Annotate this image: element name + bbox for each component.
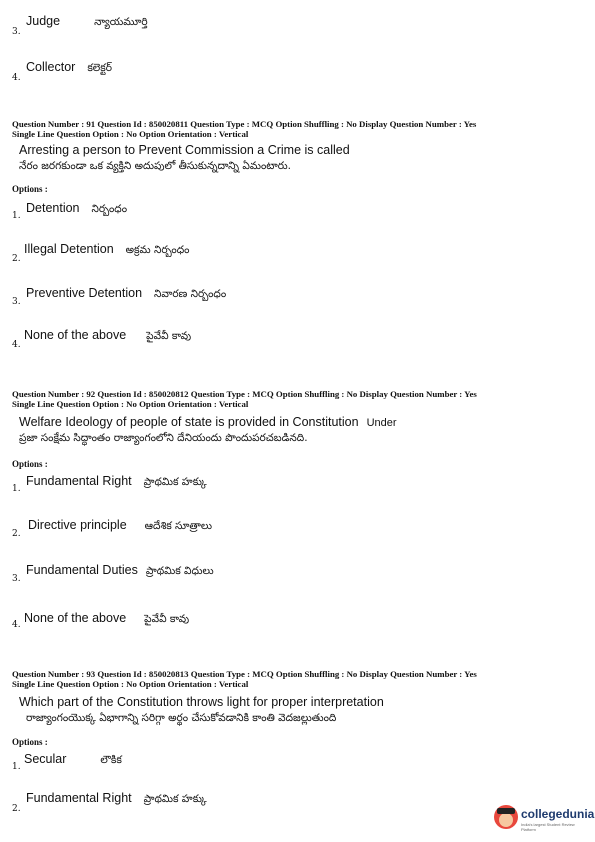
option-number: 2. [12, 529, 21, 539]
option-number: 2. [12, 804, 21, 814]
option-item [26, 561, 214, 580]
question-meta-line: Single Line Question Option : No Option Orientation : Vertical [12, 129, 249, 139]
option-number: 1. [12, 762, 21, 772]
option-item [24, 750, 122, 769]
question-text-line [19, 413, 397, 431]
option-telugu: ఆదేశిక సూత్రాలు [144, 520, 212, 532]
options-label: Options : [12, 459, 48, 469]
option-label: None of the above [24, 328, 127, 342]
option-item [26, 199, 127, 218]
option-telugu: ప్రాథమిక హక్కు [143, 476, 207, 488]
question-meta [12, 389, 477, 409]
option-number: 2. [12, 254, 21, 264]
option-number: 3. [12, 27, 21, 37]
collegedunia-logo [494, 803, 595, 833]
option-label: Fundamental Right [26, 474, 132, 488]
option-label: Detention [26, 201, 80, 215]
question-meta-line: Question Number : 92 Question Id : 850020812 Question Type : MCQ Option Shuffling : No Display Question Number : Yes [12, 389, 477, 399]
question-meta-line: Question Number : 91 Question Id : 850020811 Question Type : MCQ Option Shuffling : No Display Question Number : Yes [12, 119, 477, 129]
option-telugu: పైవేవీ కావు [146, 330, 192, 342]
option-item [24, 326, 191, 345]
question-text-suffix: Under [366, 417, 397, 429]
logo-tagline: India's largest Student Review Platform [521, 822, 575, 832]
option-label: Secular [24, 752, 67, 766]
option-telugu: నిర్బంధం [91, 203, 128, 215]
option-telugu: లౌకిక [100, 754, 122, 766]
option-telugu: ప్రాథమిక హక్కు [143, 793, 207, 805]
question-text: Which part of the Constitution throws light for proper interpretation [19, 695, 384, 709]
option-label: Preventive Detention [26, 286, 143, 300]
logo-mascot-icon [494, 805, 518, 829]
option-item [26, 58, 112, 77]
question-telugu: నేరం జరగకుండా ఒక వ్యక్తిని అదుపులో తీసుకున్నదాన్ని ఏమంటారు. [19, 160, 291, 172]
option-number: 4. [12, 340, 21, 350]
question-telugu: రాజ్యాంగంయొక్క ఏభాగాన్ని సరిగ్గా అర్థం చేసుకోవడానికి కాంతి వెదజల్లుతుంది [26, 712, 337, 724]
option-number: 4. [12, 73, 21, 83]
option-telugu: నివారణ నిర్బంధం [154, 288, 227, 300]
question-meta-line: Single Line Question Option : No Option Orientation : Vertical [12, 399, 249, 409]
options-label: Options : [12, 737, 48, 747]
question-telugu: ప్రజా సంక్షేమ సిద్ధాంతం రాజ్యాంగంలోని దేనియందు పొందుపరచబడినది. [19, 432, 308, 444]
option-telugu: ప్రాథమిక విధులు [145, 565, 214, 577]
option-label: Judge [26, 14, 61, 28]
option-telugu: పైవేవీ కావు [144, 613, 190, 625]
option-item [26, 12, 148, 31]
question-meta-line: Question Number : 93 Question Id : 850020813 Question Type : MCQ Option Shuffling : No Display Question Number : Yes [12, 669, 477, 679]
question-meta-line: Single Line Question Option : No Option Orientation : Vertical [12, 679, 249, 689]
option-label: None of the above [24, 611, 127, 625]
option-telugu: అక్రమ నిర్బంధం [125, 244, 190, 256]
option-number: 1. [12, 211, 21, 221]
logo-name: collegedunia [521, 807, 595, 821]
options-label: Options : [12, 184, 48, 194]
option-item [26, 284, 226, 303]
option-item [26, 472, 207, 491]
question-meta [12, 669, 477, 689]
option-number: 3. [12, 574, 21, 584]
question-meta [12, 119, 476, 139]
option-item [28, 516, 212, 535]
option-label: Illegal Detention [24, 242, 114, 256]
option-item [24, 609, 189, 628]
option-label: Fundamental Right [26, 791, 132, 805]
option-number: 1. [12, 484, 21, 494]
option-item [24, 240, 189, 259]
option-telugu: కలెక్టర్ [87, 62, 112, 74]
option-number: 3. [12, 297, 21, 307]
option-label: Directive principle [28, 518, 127, 532]
option-number: 4. [12, 620, 21, 630]
question-text: Welfare Ideology of people of state is provided in Constitution [19, 415, 359, 429]
option-label: Collector [26, 60, 76, 74]
option-item [26, 789, 207, 808]
option-label: Fundamental Duties [26, 563, 138, 577]
option-telugu: న్యాయమూర్తి [94, 16, 148, 28]
question-text: Arresting a person to Prevent Commission a Crime is called [19, 143, 350, 157]
